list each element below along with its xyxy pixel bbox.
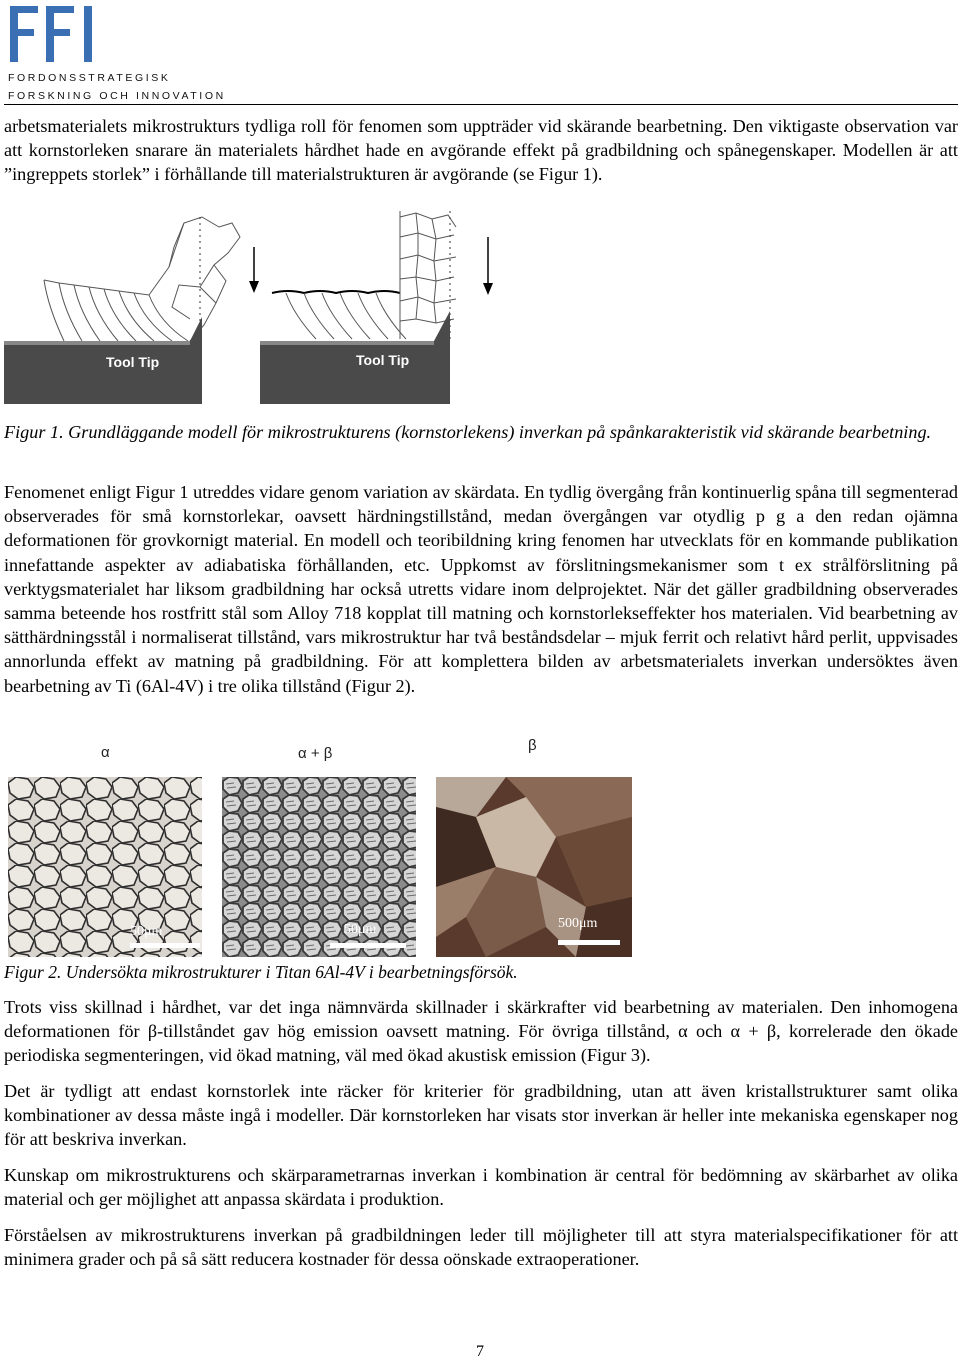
micro-label-alpha: α	[101, 744, 110, 761]
micro-label-alpha-beta: α + β	[298, 745, 333, 762]
header-rule	[4, 104, 958, 105]
paragraph-3: Trots viss skillnad i hårdhet, var det inga nämnvärda skillnader i skärkrafter vid bearbetning av materialen. Den inhomogena deformationen för β-tillståndet gav hög emission oavsett matning. För övriga tillstånd, α och α + β, korrelerade den ökade periodiska segmenteringen, vid ökad matning, väl med ökad akustisk emission (Figur 3).	[4, 997, 958, 1066]
figure-1-tool-tip-model	[4, 207, 494, 407]
tool-tip-label-right: Tool Tip	[356, 352, 410, 368]
page-number: 7	[476, 1343, 484, 1360]
figure-2-caption: Figur 2. Undersökta mikrostrukturer i Titan 6Al-4V i bearbetningsförsök.	[4, 962, 518, 982]
paragraph-6: Förståelsen av mikrostrukturens inverkan på gradbildningen leder till möjligheter till att styra materialspecifikationer för att minimera grader och på så sätt reducera kostnader för dessa oönskade extraoperationer.	[4, 1225, 958, 1270]
micro-label-beta: β	[528, 737, 537, 754]
paragraph-2: Fenomenet enligt Figur 1 utreddes vidare genom variation av skärdata. En tydlig övergång från kontinuerlig spåna till segmenterad observerades för små kornstorlekar, oavsett härdningstillstånd, medan övergången var otydlig p g a den redan ojämna deformationen för grovkornigt material. En modell och teoribildning kring fenomen har utvecklats för en kommande publikation innefattande aspekter av adiabatiska förhållanden, etc. Uppkomst av förslitningsmekanismer som t ex strålförslitning på verktygsmaterialet har liksom gradbildning har också utretts vidare inom delprojektet. När det gäller gradbildning observerades samma beteende hos rostfritt stål som Alloy 718 kopplat till matning och kornstorlekseffekter hos materialen. Vid bearbetning av sätthärdningsstål i normaliserat tillstånd, vars mikrostruktur har två beståndsdelar – mjuk ferrit och relativt hård perlit, uppvisades annorlunda effekt av matning på gradbildning. För att komplettera bilden av arbetsmaterialets inverkan undersöktes även bearbetning av Ti (6Al-4V) i tre olika tillstånd (Figur 2).	[4, 482, 958, 696]
logo-line-1: FORDONSSTRATEGISK	[8, 72, 171, 84]
micrograph-alpha	[8, 777, 202, 957]
paragraph-1: arbetsmaterialets mikrostrukturs tydliga roll för fenomen som uppträder vid skärande bearbetning. Den viktigaste observation var att kornstorleken snarare än materialets hårdhet hade en avgörande effekt på gradbildning och spånegenskaper. Modellen är att ”ingreppets storlek” i förhållande till materialstrukturen är avgörande (se Figur 1).	[4, 116, 958, 185]
micrograph-alpha-beta	[222, 777, 416, 957]
right-tool-diagram	[260, 211, 493, 404]
micrograph-beta	[436, 777, 632, 957]
ffi-logo	[6, 2, 226, 102]
paragraph-5: Kunskap om mikrostrukturens och skärparametrarnas inverkan i kombination är central för bedömning av skärbarhet av olika material och ger möjlighet att anpassa skärdata i produktion.	[4, 1165, 958, 1210]
ffi-logo-mark	[6, 2, 102, 66]
tool-tip-label-left: Tool Tip	[106, 354, 160, 370]
figure-1-caption: Figur 1. Grundläggande modell för mikrostrukturens (kornstorlekens) inverkan på spånkarakteristik vid skärande bearbetning.	[4, 422, 932, 442]
scale-label-alpha: 50μm	[130, 924, 163, 939]
scale-label-beta: 500μm	[558, 916, 598, 931]
scale-label-alpha-beta: 50μm	[344, 922, 377, 937]
logo-line-2: FORSKNING OCH INNOVATION	[8, 90, 226, 102]
paragraph-4: Det är tydligt att endast kornstorlek inte räcker för kriterier för gradbildning, utan att även kristallstrukturer samt olika kombinationer av dessa måste ingå i modeller. Där kornstorleken har visats stor inverkan är heller inte mekaniska egenskaper nog för att beskriva inverkan.	[4, 1081, 958, 1150]
left-tool-diagram	[4, 217, 259, 404]
